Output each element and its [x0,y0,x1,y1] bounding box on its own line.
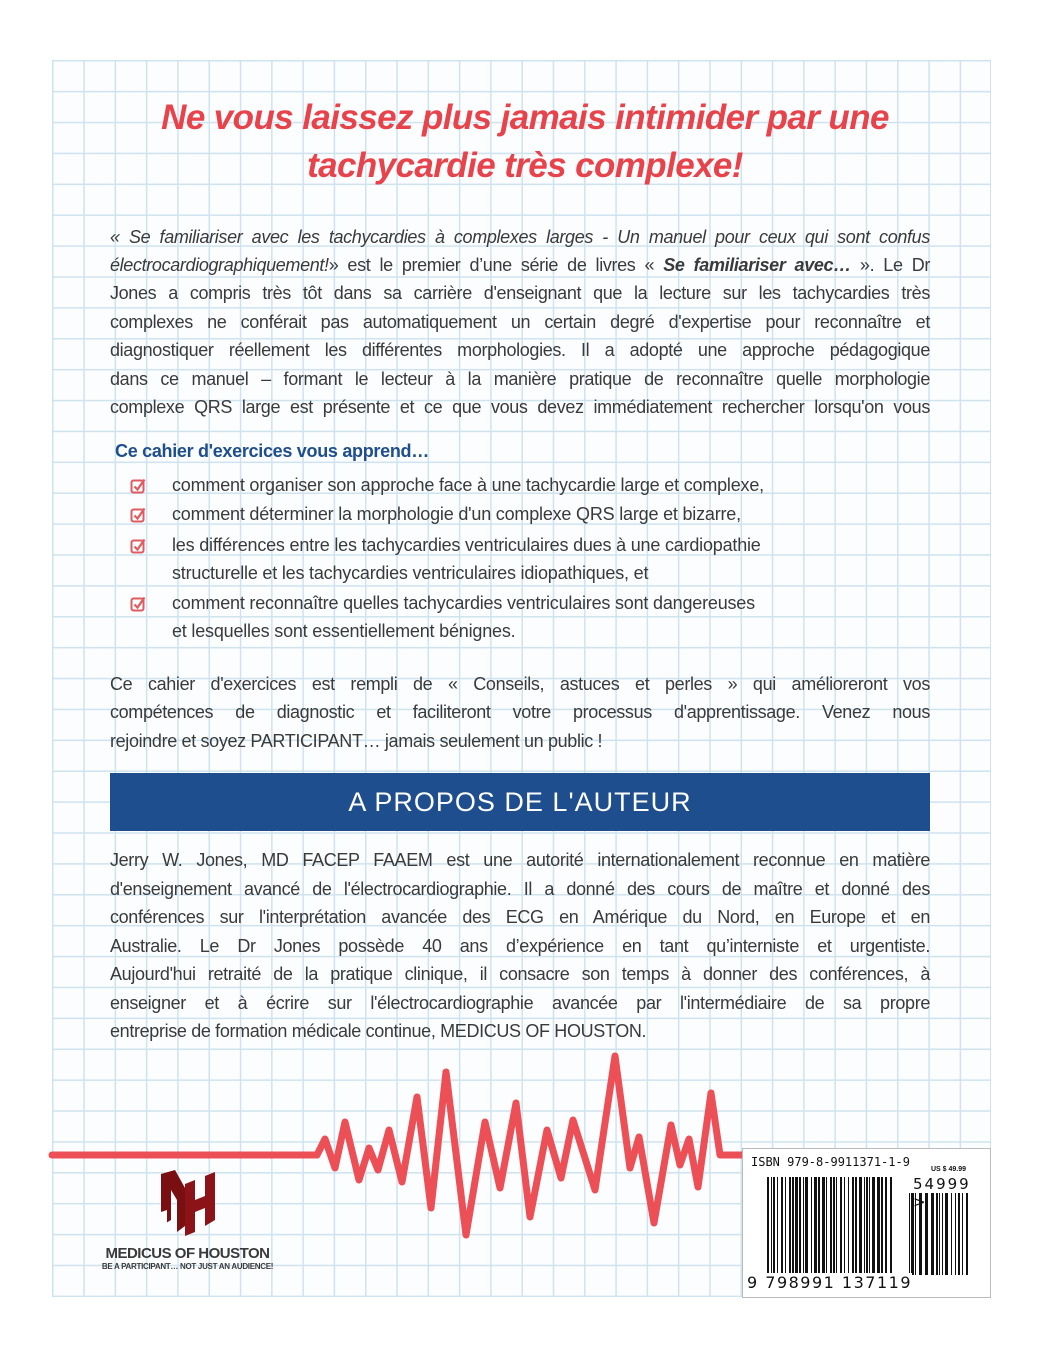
barcode-bar [773,1177,775,1281]
learn-item: comment déterminer la morphologie d'un complexe QRS large et bizarre, [172,504,741,524]
barcode-bar [792,1177,794,1281]
bio-line: Aujourd'hui retraité de la pratique clinique, il consacre son temps à donner des conférences, à [110,964,930,984]
intro-text: ». Le Dr [850,255,930,275]
closing-line: Ce cahier d'exercices est rempli de « Conseils, astuces et perles » qui amélioreront vos [110,674,930,694]
barcode-bar [919,1193,922,1275]
barcode-bar [945,1193,948,1275]
barcode-bar [852,1177,854,1281]
bio-line: enseigner et à écrire sur l'électrocardiographie avancée par l'intermédiaire de sa propre [110,993,930,1013]
price-code: 54999 [913,1175,971,1193]
barcode-bar [877,1177,880,1281]
barcode-bar [781,1177,783,1281]
intro-text: » est le premier d’une série de livres « [328,255,664,275]
learn-item: comment reconnaître quelles tachycardies ventriculaires sont dangereuses [172,593,755,613]
barcode-bar [855,1177,857,1281]
barcode-bar [872,1177,875,1281]
publisher-tagline: BE A PARTICIPANT… NOT JUST AN AUDIENCE! [101,1262,274,1271]
barcode-bar [885,1177,887,1281]
barcode-bar [915,1193,916,1275]
intro-line: dans ce manuel – formant le lecteur à la manière pratique de reconnaître quelle morphologie [110,369,930,389]
ean-number: 9 798991 137119 [747,1273,913,1292]
intro-line: Jones a compris très tôt dans sa carrière d'enseignant que la lecture sur les tachycardies très [110,283,930,303]
intro-line: « Se familiariser avec les tachycardies à complexes larges - Un manuel pour ceux qui sont confus [110,227,930,247]
barcode-bar [822,1177,825,1281]
learn-heading: Ce cahier d'exercices vous apprend… [115,441,429,461]
barcode-bar [814,1177,817,1281]
barcode-bar [826,1177,827,1281]
learn-item: les différences entre les tachycardies ventriculaires dues à une cardiopathie [172,535,761,555]
isbn-number: ISBN 979-8-9911371-1-9 [751,1155,910,1169]
barcode-bar [833,1177,835,1281]
barcode-bar [955,1193,956,1275]
barcode-bar [881,1177,883,1281]
publisher-logo [100,1170,275,1271]
barcode-bar [777,1177,778,1281]
bio-line: d'enseignement avancé de l'électrocardiographie. Il a donné des cours de maître et donné des [110,879,930,899]
learn-item-continued: et lesquelles sont essentiellement bénignes. [172,621,516,641]
barcode-bar [795,1177,798,1281]
learn-item: comment organiser son approche face à une tachycardie large et complexe, [172,475,764,495]
price-label: US $ 49.99 [931,1166,967,1173]
barcode-bar [836,1177,837,1281]
barcode-bar [830,1177,832,1281]
bio-line: Australie. Le Dr Jones possède 40 ans d’expérience en tant qu’interniste et urgentiste. [110,936,930,956]
bio-line: conférences sur l'interprétation avancée des ECG en Amérique du Nord, en Europe et en [110,907,930,927]
publisher-name: MEDICUS OF HOUSTON [105,1245,270,1262]
book-title-end: électrocardiographiquement! [110,255,329,275]
intro-line: complexes ne conférait pas automatiquement un certain degré d'expertise pour reconnaître et [110,312,930,332]
barcode-bar [799,1177,801,1281]
medicus-mh-logo-icon [153,1170,223,1236]
barcode-bar [958,1193,960,1275]
about-author-banner: A PROPOS DE L'AUTEUR [110,773,930,831]
barcode-bar [805,1177,808,1281]
closing-line: rejoindre et soyez PARTICIPANT… jamais seulement un public ! [110,731,603,751]
intro-line: complexe QRS large est présente et ce que vous devez immédiatement rechercher lorsqu'on vous [110,397,930,417]
barcode-bar [890,1177,892,1281]
barcode-bar [785,1177,786,1281]
learn-item-continued: structurelle et les tachycardies ventriculaires idiopathiques, et [172,563,649,583]
barcode-bar [848,1177,849,1281]
barcode-bar [931,1193,934,1275]
bio-line: Jerry W. Jones, MD FACEP FAAEM est une autorité internationalement reconnue en matière [110,850,930,870]
barcode-bar [864,1177,865,1281]
intro-line: diagnostiquer réellement les différentes morphologies. Il a adopté une approche pédagogique [110,340,930,360]
barcode-bar [789,1177,791,1281]
barcode-bar [767,1177,769,1281]
barcode-bar [925,1193,928,1275]
barcode-bar [869,1177,870,1281]
barcode-bar [909,1193,910,1275]
barcode-bar [840,1177,842,1281]
barcode-bar [866,1177,868,1281]
barcode-bar [911,1193,914,1275]
barcode-bar [942,1193,943,1275]
barcode-bar [859,1177,862,1281]
barcode-bar [818,1177,820,1281]
barcode-bar [803,1177,804,1281]
barcode-bar [951,1193,952,1275]
closing-line: compétences de diagnostic et faciliteront votre processus d'apprentissage. Venez nous [110,702,930,722]
headline-line-1: Ne vous laissez plus jamais intimider par une [161,98,889,137]
barcode-bar [939,1193,940,1275]
bio-line: entreprise de formation médicale continue, MEDICUS OF HOUSTON. [110,1021,647,1041]
barcode-bar [962,1193,963,1275]
barcode-bar [844,1177,845,1281]
barcode-bar [771,1177,772,1281]
series-title: Se familiariser avec… [663,255,851,275]
barcode-bar [966,1193,968,1275]
isbn-barcode [742,1148,991,1298]
barcode-bar [936,1193,938,1275]
headline-line-2: tachycardie très complexe! [307,146,743,185]
barcode-bar [811,1177,812,1281]
